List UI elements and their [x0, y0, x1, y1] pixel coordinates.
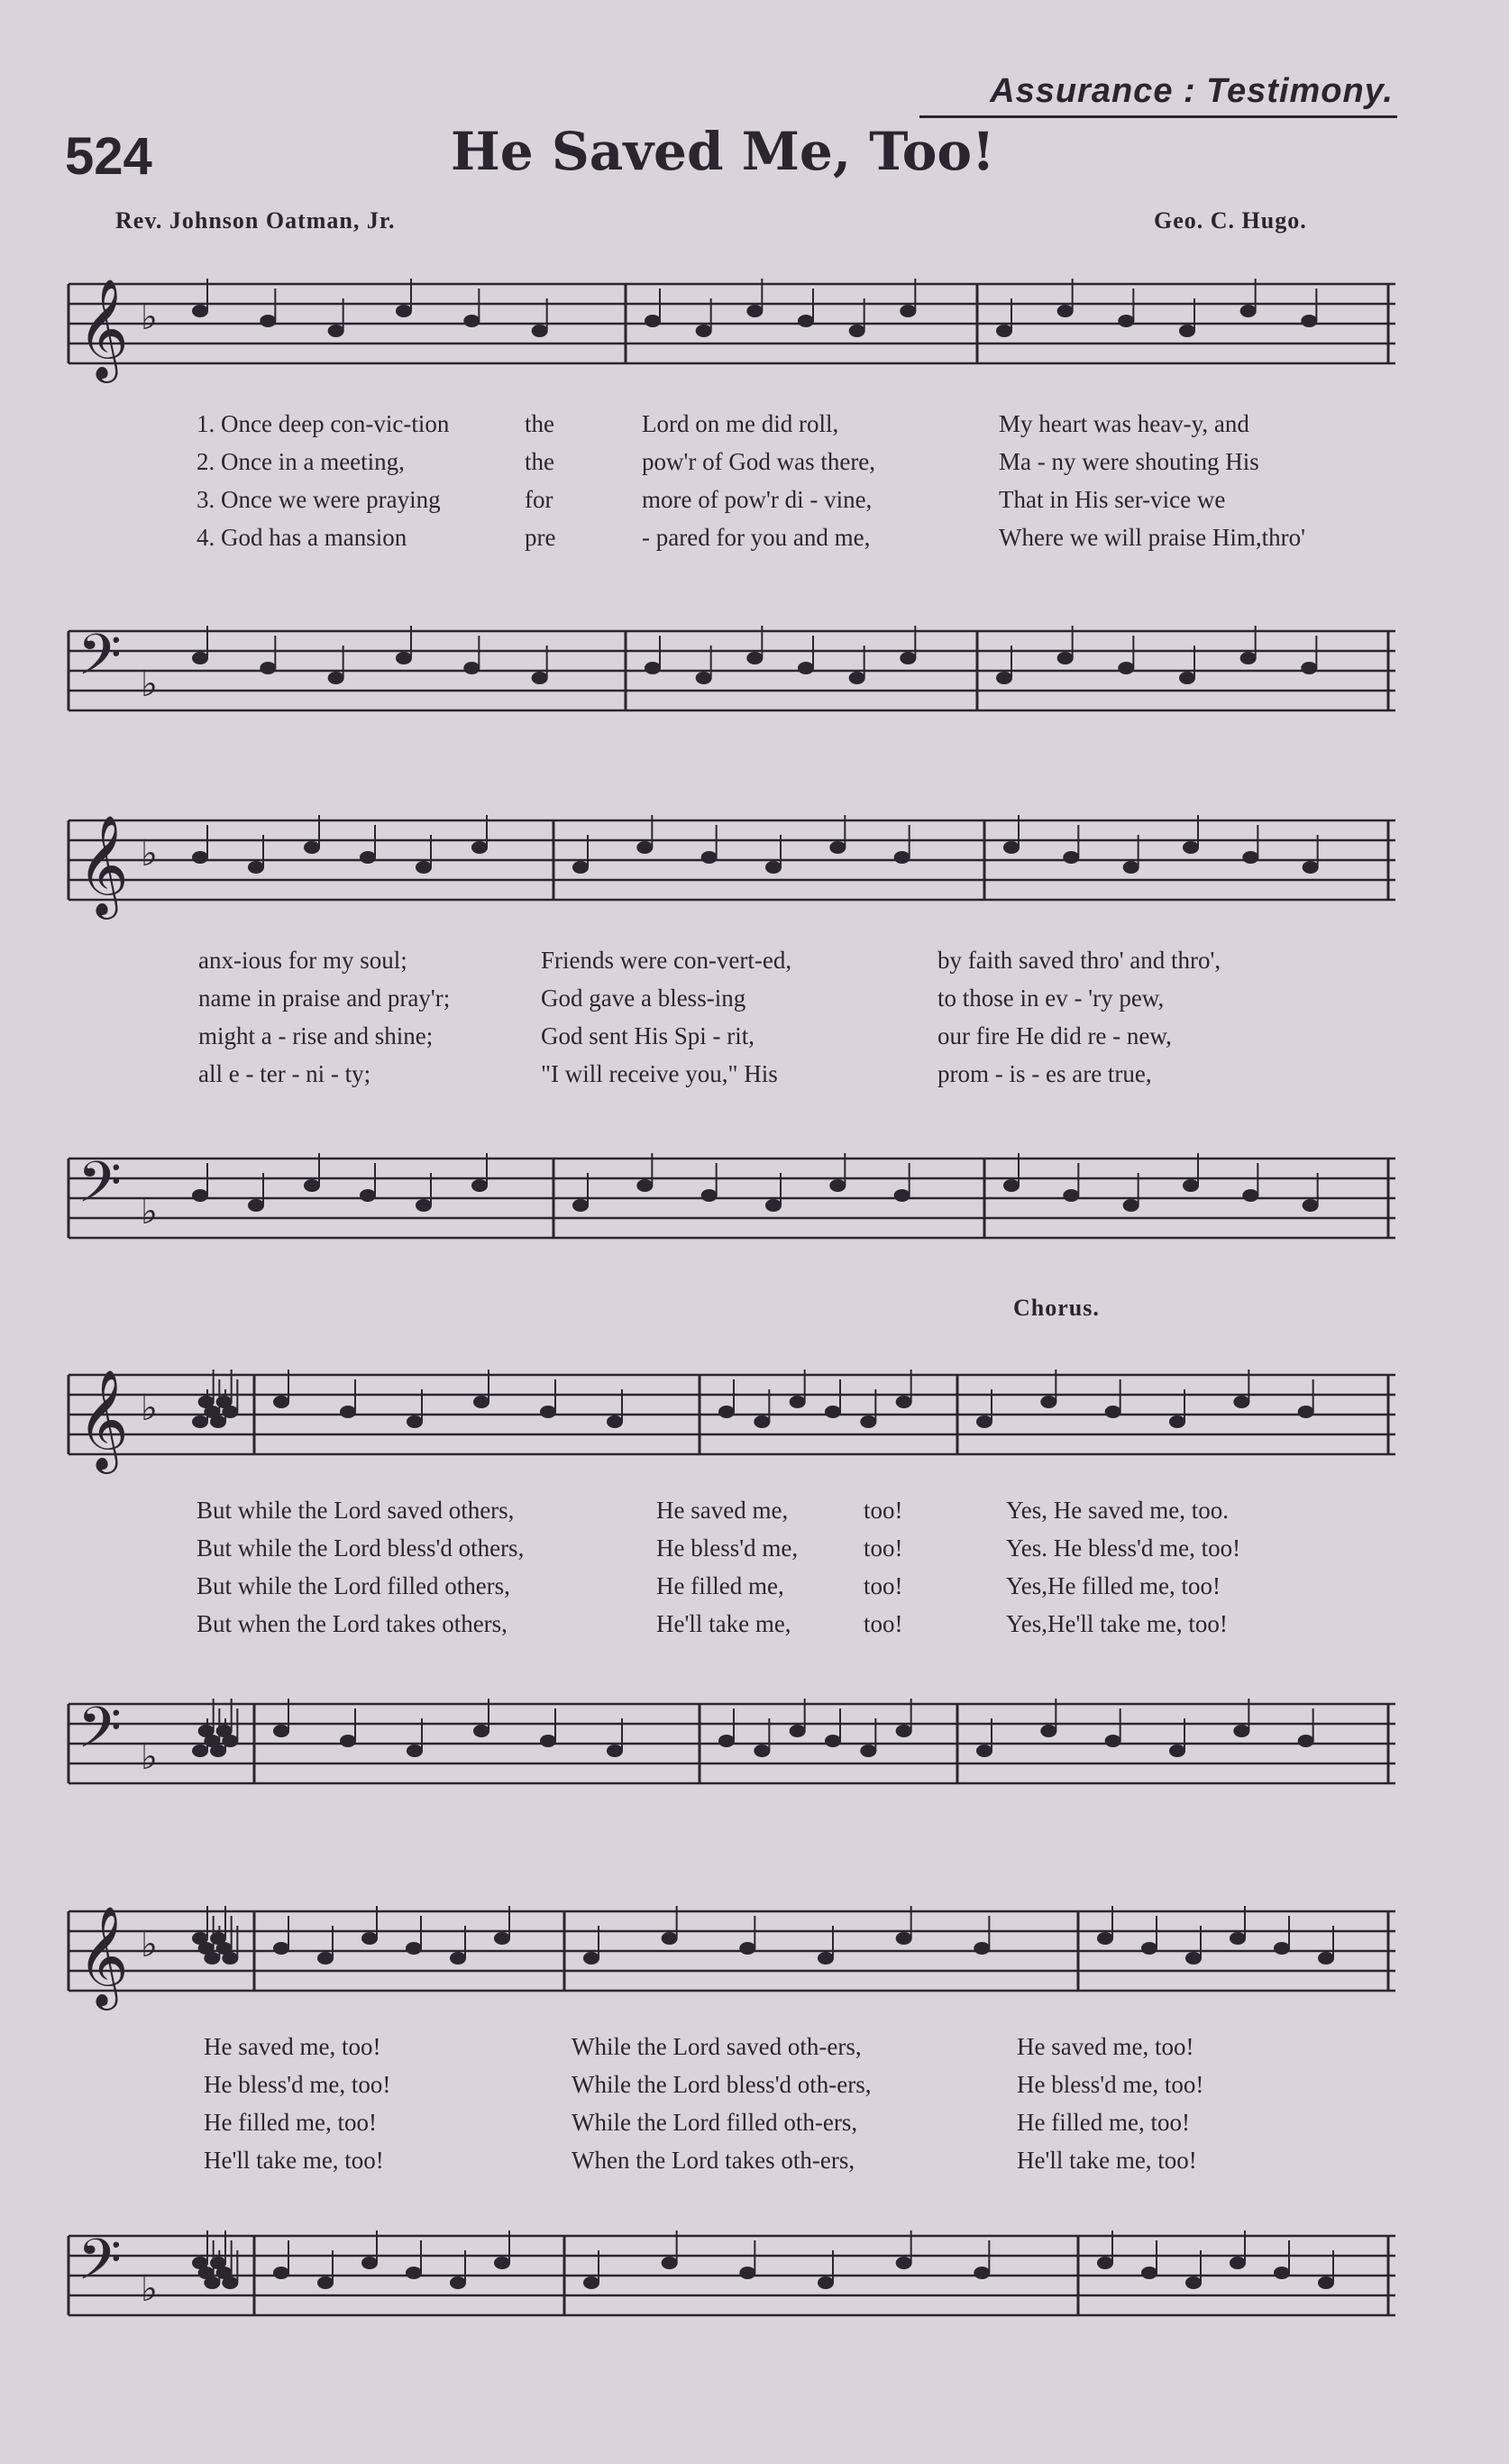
notehead	[1183, 1179, 1199, 1192]
notehead	[416, 861, 432, 874]
lyric-segment: anx-ious for my soul;	[198, 947, 407, 974]
lyric-segment: too!	[864, 1610, 903, 1637]
flat-icon: ♭	[141, 1388, 158, 1429]
notehead	[860, 1415, 876, 1428]
bass-staff	[65, 2227, 1395, 2353]
lyric-segment: Lord on me did roll,	[642, 410, 839, 437]
notehead	[192, 305, 208, 317]
notehead	[696, 672, 712, 684]
notehead	[1318, 1952, 1334, 1965]
treble-staff	[65, 1366, 1395, 1492]
lyric-segment: He'll take me,	[656, 1610, 791, 1637]
lyric-segment: 3. Once we were praying	[197, 486, 441, 513]
lyric-segment: 1. Once deep con-vic-tion	[197, 410, 450, 437]
notehead	[754, 1745, 770, 1757]
notehead	[222, 1406, 238, 1418]
notehead	[645, 662, 661, 674]
lyric-segment: Yes, He saved me, too.	[1006, 1497, 1229, 1524]
notehead	[607, 1415, 623, 1428]
notehead	[900, 305, 916, 317]
notehead	[974, 1942, 990, 1955]
lyric-segment: too!	[864, 1497, 903, 1524]
notehead	[896, 1932, 912, 1945]
notehead	[1118, 315, 1134, 327]
notehead	[896, 1396, 912, 1408]
lyric-segment: He filled me, too!	[204, 2109, 377, 2136]
notehead	[1118, 662, 1134, 674]
notehead	[1230, 1932, 1246, 1945]
notehead	[696, 325, 712, 337]
notehead	[396, 652, 412, 664]
lyric-segment: He filled me,	[656, 1572, 784, 1599]
notehead	[1105, 1735, 1121, 1747]
notehead	[222, 1735, 238, 1747]
flat-icon: ♭	[141, 297, 158, 338]
notehead	[273, 1725, 289, 1737]
flat-icon: ♭	[141, 1924, 158, 1965]
notehead	[1242, 851, 1258, 864]
lyric-segment: While the Lord saved oth-ers,	[572, 2033, 862, 2060]
hymn-title: He Saved Me, Too!	[451, 121, 995, 182]
notehead	[494, 2257, 510, 2269]
notehead	[473, 1396, 489, 1408]
notehead	[701, 1189, 718, 1202]
lyric-segment: My heart was heav-y, and	[999, 410, 1249, 437]
lyric-segment: Yes,He filled me, too!	[1006, 1572, 1221, 1599]
lyric-segment: Yes. He bless'd me, too!	[1006, 1534, 1241, 1562]
notehead	[1233, 1725, 1249, 1737]
words-by: Rev. Johnson Oatman, Jr.	[115, 207, 396, 234]
notehead	[1185, 1952, 1202, 1965]
notehead	[1185, 2276, 1202, 2289]
notehead	[1242, 1189, 1258, 1202]
notehead	[532, 325, 548, 337]
lyric-segment: the	[525, 410, 554, 437]
notehead	[636, 1179, 653, 1192]
lyric-segment: pre	[525, 524, 556, 551]
notehead	[360, 1189, 376, 1202]
lyric-segment: God gave a bless-ing	[541, 985, 746, 1012]
hymn-number: 524	[65, 127, 152, 186]
notehead	[317, 2276, 334, 2289]
notehead	[739, 1942, 755, 1955]
notehead	[1274, 2267, 1290, 2279]
notehead	[896, 1725, 912, 1737]
notehead	[204, 1952, 220, 1965]
notehead	[1240, 305, 1257, 317]
lyric-segment: name in praise and pray'r;	[198, 985, 451, 1012]
notehead	[1040, 1725, 1056, 1737]
lyric-segment: 4. God has a mansion	[197, 524, 407, 551]
notehead	[1298, 1735, 1314, 1747]
notehead	[798, 315, 814, 327]
notehead	[340, 1406, 356, 1418]
flat-icon: ♭	[141, 1191, 158, 1232]
lyric-segment: That in His ser-vice we	[999, 486, 1226, 513]
notehead	[273, 1396, 289, 1408]
notehead	[636, 841, 653, 854]
notehead	[1301, 315, 1317, 327]
notehead	[572, 861, 589, 874]
treble-staff	[65, 275, 1395, 401]
notehead	[900, 652, 916, 664]
music-by: Geo. C. Hugo.	[1154, 207, 1307, 234]
chorus-label: Chorus.	[1013, 1295, 1100, 1321]
lyric-segment: But when the Lord takes others,	[197, 1610, 508, 1637]
notehead	[746, 652, 763, 664]
notehead	[1057, 305, 1074, 317]
lyric-segment: But while the Lord bless'd others,	[197, 1534, 525, 1562]
notehead	[976, 1745, 992, 1757]
notehead	[1303, 861, 1319, 874]
bass-clef-icon: 𝄢	[78, 1695, 122, 1774]
notehead	[532, 672, 548, 684]
notehead	[463, 662, 480, 674]
notehead	[860, 1745, 876, 1757]
notehead	[1123, 1199, 1139, 1212]
notehead	[718, 1406, 735, 1418]
notehead	[494, 1932, 510, 1945]
treble-staff	[65, 1902, 1395, 2029]
notehead	[450, 2276, 466, 2289]
notehead	[1303, 1199, 1319, 1212]
notehead	[396, 305, 412, 317]
notehead	[473, 1725, 489, 1737]
notehead	[976, 1415, 992, 1428]
lyric-segment: Yes,He'll take me, too!	[1006, 1610, 1228, 1637]
lyric-segment: might a - rise and shine;	[198, 1022, 434, 1049]
notehead	[849, 325, 865, 337]
notehead	[662, 2257, 678, 2269]
lyric-segment: He bless'd me,	[656, 1534, 799, 1562]
notehead	[798, 662, 814, 674]
notehead	[894, 1189, 910, 1202]
notehead	[304, 841, 320, 854]
notehead	[407, 1415, 423, 1428]
lyric-segment: While the Lord bless'd oth-ers,	[572, 2071, 872, 2098]
notehead	[1233, 1396, 1249, 1408]
notehead	[192, 1415, 208, 1428]
notehead	[974, 2267, 990, 2279]
notehead	[662, 1932, 678, 1945]
notehead	[1240, 652, 1257, 664]
notehead	[1105, 1406, 1121, 1418]
treble-clef-icon: 𝄞	[78, 1905, 129, 2006]
notehead	[1141, 1942, 1157, 1955]
lyric-segment: But while the Lord filled others,	[197, 1572, 510, 1599]
notehead	[825, 1406, 841, 1418]
notehead	[304, 1179, 320, 1192]
notehead	[583, 2276, 599, 2289]
lyric-segment: Friends were con-vert-ed,	[541, 947, 792, 974]
notehead	[416, 1199, 432, 1212]
notehead	[1141, 2267, 1157, 2279]
treble-clef-icon: 𝄞	[78, 278, 129, 379]
flat-icon: ♭	[141, 664, 158, 705]
notehead	[607, 1745, 623, 1757]
notehead	[1298, 1406, 1314, 1418]
notehead	[746, 305, 763, 317]
notehead	[894, 851, 910, 864]
notehead	[317, 1952, 334, 1965]
notehead	[407, 1745, 423, 1757]
lyric-segment: prom - is - es are true,	[937, 1060, 1152, 1087]
notehead	[1274, 1942, 1290, 1955]
notehead	[540, 1406, 556, 1418]
lyric-segment: While the Lord filled oth-ers,	[572, 2109, 858, 2136]
notehead	[1057, 652, 1074, 664]
notehead	[192, 652, 208, 664]
notehead	[818, 2276, 834, 2289]
notehead	[572, 1199, 589, 1212]
notehead	[192, 851, 208, 864]
lyric-segment: He'll take me, too!	[204, 2147, 384, 2174]
lyric-segment: the	[525, 448, 554, 475]
lyric-segment: to those in ev - 'ry pew,	[937, 985, 1165, 1012]
notehead	[222, 1952, 238, 1965]
notehead	[1040, 1396, 1056, 1408]
notehead	[1318, 2276, 1334, 2289]
notehead	[406, 1942, 422, 1955]
notehead	[463, 315, 480, 327]
notehead	[260, 662, 276, 674]
lyric-segment: Where we will praise Him,thro'	[999, 524, 1306, 551]
notehead	[765, 1199, 782, 1212]
notehead	[1169, 1415, 1185, 1428]
notehead	[328, 325, 344, 337]
lyric-segment: for	[525, 486, 553, 513]
notehead	[471, 1179, 488, 1192]
notehead	[829, 1179, 846, 1192]
lyric-segment: - pared for you and me,	[642, 524, 871, 551]
notehead	[896, 2257, 912, 2269]
notehead	[829, 841, 846, 854]
notehead	[540, 1735, 556, 1747]
notehead	[996, 325, 1012, 337]
notehead	[1003, 1179, 1020, 1192]
treble-staff	[65, 811, 1395, 938]
notehead	[1230, 2257, 1246, 2269]
lyric-segment: all e - ter - ni - ty;	[198, 1060, 371, 1087]
notehead	[248, 861, 264, 874]
flat-icon: ♭	[141, 1736, 158, 1778]
lyric-segment: He bless'd me, too!	[204, 2071, 391, 2098]
lyric-segment: Ma - ny were shouting His	[999, 448, 1259, 475]
notehead	[1169, 1745, 1185, 1757]
notehead	[645, 315, 661, 327]
notehead	[204, 2276, 220, 2289]
notehead	[1183, 841, 1199, 854]
notehead	[260, 315, 276, 327]
bass-staff	[65, 622, 1395, 748]
notehead	[222, 2276, 238, 2289]
bass-clef-icon: 𝄢	[78, 2227, 122, 2306]
lyric-segment: too!	[864, 1534, 903, 1562]
lyric-segment: He'll take me, too!	[1017, 2147, 1197, 2174]
notehead	[701, 851, 718, 864]
notehead	[818, 1952, 834, 1965]
notehead	[340, 1735, 356, 1747]
bass-clef-icon: 𝄢	[78, 622, 122, 701]
notehead	[192, 1189, 208, 1202]
flat-icon: ♭	[141, 833, 158, 875]
treble-clef-icon: 𝄞	[78, 814, 129, 915]
notehead	[328, 672, 344, 684]
notehead	[1301, 662, 1317, 674]
notehead	[273, 1942, 289, 1955]
lyric-segment: "I will receive you," His	[541, 1060, 778, 1087]
notehead	[1179, 325, 1195, 337]
notehead	[273, 2267, 289, 2279]
notehead	[210, 1745, 226, 1757]
notehead	[718, 1735, 735, 1747]
section-heading: Assurance : Testimony.	[990, 72, 1394, 110]
lyric-segment: by faith saved thro' and thro',	[937, 947, 1221, 974]
notehead	[1179, 672, 1195, 684]
lyric-segment: 2. Once in a meeting,	[197, 448, 405, 475]
notehead	[1097, 2257, 1113, 2269]
bass-clef-icon: 𝄢	[78, 1150, 122, 1229]
lyric-segment: When the Lord takes oth-ers,	[572, 2147, 855, 2174]
notehead	[360, 851, 376, 864]
flat-icon: ♭	[141, 2268, 158, 2310]
lyric-segment: He saved me, too!	[204, 2033, 381, 2060]
notehead	[450, 1952, 466, 1965]
notehead	[248, 1199, 264, 1212]
notehead	[210, 1415, 226, 1428]
bass-staff	[65, 1150, 1395, 1276]
notehead	[361, 2257, 378, 2269]
notehead	[739, 2267, 755, 2279]
lyric-segment: He saved me, too!	[1017, 2033, 1194, 2060]
lyric-segment: He bless'd me, too!	[1017, 2071, 1204, 2098]
notehead	[583, 1952, 599, 1965]
lyric-segment: too!	[864, 1572, 903, 1599]
notehead	[1097, 1932, 1113, 1945]
notehead	[790, 1396, 806, 1408]
notehead	[1063, 1189, 1079, 1202]
notehead	[1003, 841, 1020, 854]
lyric-segment: He filled me, too!	[1017, 2109, 1190, 2136]
notehead	[192, 1745, 208, 1757]
notehead	[765, 861, 782, 874]
notehead	[361, 1932, 378, 1945]
notehead	[996, 672, 1012, 684]
notehead	[1123, 861, 1139, 874]
notehead	[406, 2267, 422, 2279]
lyric-segment: He saved me,	[656, 1497, 789, 1524]
bass-staff	[65, 1695, 1395, 1821]
notehead	[790, 1725, 806, 1737]
notehead	[1063, 851, 1079, 864]
notehead	[825, 1735, 841, 1747]
section-rule	[919, 115, 1397, 118]
lyric-segment: pow'r of God was there,	[642, 448, 876, 475]
notehead	[471, 841, 488, 854]
treble-clef-icon: 𝄞	[78, 1369, 129, 1470]
notehead	[849, 672, 865, 684]
lyric-segment: God sent His Spi - rit,	[541, 1022, 755, 1049]
lyric-segment: more of pow'r di - vine,	[642, 486, 873, 513]
notehead	[754, 1415, 770, 1428]
lyric-segment: our fire He did re - new,	[937, 1022, 1172, 1049]
lyric-segment: But while the Lord saved others,	[197, 1497, 515, 1524]
